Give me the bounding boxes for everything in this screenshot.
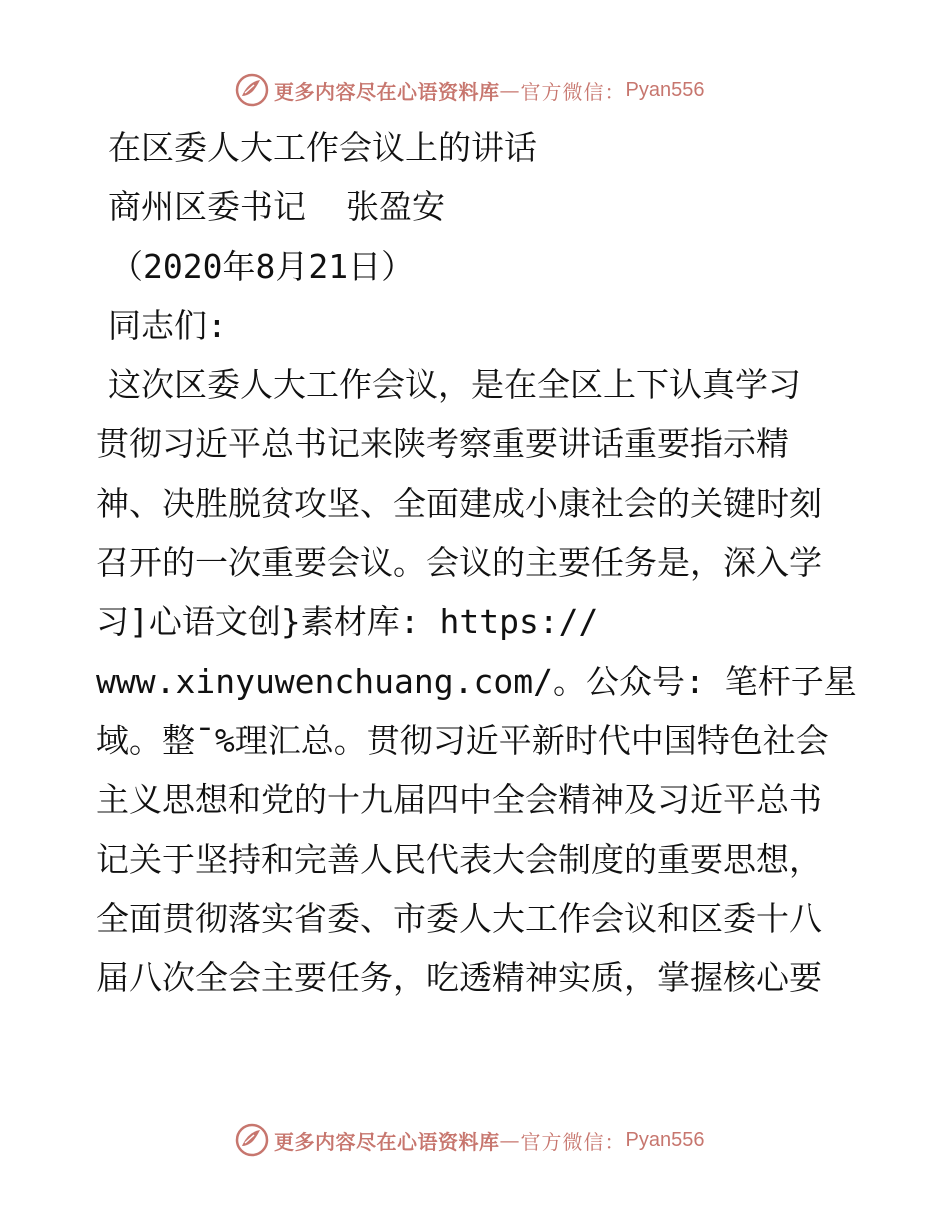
watermark-id: Pyan556: [625, 1128, 705, 1151]
document-greeting: 同志们:: [108, 305, 227, 345]
watermark-id: Pyan556: [625, 78, 705, 101]
watermark-banner-top: [234, 72, 704, 108]
document-date: （2020年8月21日）: [110, 246, 415, 286]
paragraph-line: 域。整¯%理汇总。贯彻习近平新时代中国特色社会: [96, 720, 829, 760]
pen-nib-logo-icon: [234, 1122, 270, 1158]
author-name: 张盈安: [346, 187, 445, 227]
paragraph-line: 记关于坚持和完善人民代表大会制度的重要思想，: [96, 839, 822, 879]
paragraph-line: 习]心语文创}素材库: https://: [96, 602, 599, 642]
watermark-text: 更多内容尽在心语资料库: [274, 1129, 500, 1154]
paragraph-line: 这次区委人大工作会议，是在全区上下认真学习: [108, 365, 801, 405]
paragraph-line: www.xinyuwenchuang.com/。公众号: 笔杆子星: [96, 661, 857, 701]
watermark-channel: 官方微信：: [520, 79, 626, 104]
paragraph-line: 届八次全会主要任务，吃透精神实质，掌握核心要: [96, 958, 822, 998]
paragraph-line: 召开的一次重要会议。会议的主要任务是，深入学: [96, 543, 822, 583]
watermark-channel: 官方微信：: [520, 1129, 626, 1154]
pen-nib-logo-icon: [234, 72, 270, 108]
document-author: [96, 177, 856, 236]
paragraph-line: 贯彻习近平总书记来陕考察重要讲话重要指示精: [96, 424, 789, 464]
author-role: 商州区委书记: [108, 187, 306, 227]
paragraph-line: 神、决胜脱贫攻坚、全面建成小康社会的关键时刻: [96, 483, 822, 523]
watermark-dash: —: [499, 1128, 521, 1152]
watermark-dash: —: [499, 78, 521, 102]
document-title: 在区委人大工作会议上的讲话: [108, 128, 537, 167]
paragraph-line: 全面贯彻落实省委、市委人大工作会议和区委十八: [96, 898, 822, 938]
watermark-text: 更多内容尽在心语资料库: [274, 79, 500, 104]
watermark-banner-bottom: [234, 1122, 704, 1158]
paragraph-line: 主义思想和党的十九届四中全会精神及习近平总书: [96, 780, 822, 820]
document-body: [96, 118, 856, 1007]
